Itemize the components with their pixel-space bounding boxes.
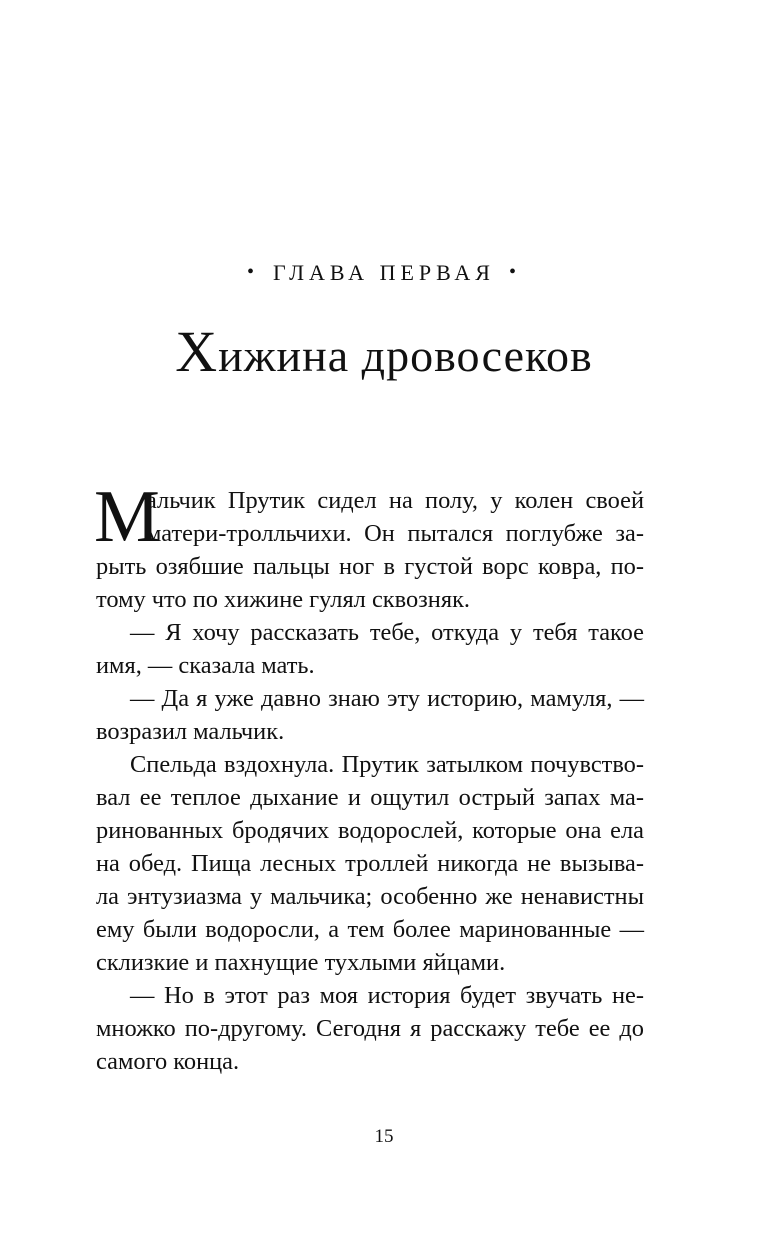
chapter-title-cap: Х (175, 319, 219, 384)
text-line: склизкие и пахнущие тухлыми яйцами. (96, 949, 506, 976)
text-line: Спельда вздохнула. Прутик затылком почувство- (130, 751, 644, 778)
text-line: имя, — сказала мать. (96, 652, 315, 679)
paragraph-4 (96, 748, 644, 979)
text-line: на обед. Пища лесных троллей никогда не вызыва- (96, 850, 644, 877)
text-line: самого конца. (96, 1048, 240, 1075)
chapter-label-text: ГЛАВА ПЕРВАЯ (273, 260, 495, 285)
paragraph-5 (96, 979, 644, 1078)
text-line: множко по-другому. Сегодня я расскажу тебе ее до (96, 1015, 644, 1042)
paragraph-1 (94, 476, 644, 616)
text-line: рыть озябшие пальцы ног в густой ворс ковра, по- (96, 553, 644, 580)
text-line: вал ее теплое дыхание и ощутил острый запах ма- (96, 784, 644, 811)
text-line: альчик Прутик сидел на полу, у колен своей (146, 487, 644, 514)
text-line: ла энтузиазма у мальчика; особенно же ненавистны (96, 883, 644, 910)
text-line: тому что по хижине гулял сквозняк. (96, 586, 471, 613)
drop-cap: М (94, 476, 160, 558)
paragraph-2 (96, 616, 644, 682)
text-line: ринованных бродячих водорослей, которые она ела (96, 817, 644, 844)
chapter-title (0, 318, 768, 385)
text-line: — Я хочу рассказать тебе, откуда у тебя такое (130, 619, 644, 646)
chapter-label (0, 260, 768, 286)
page-number: 15 (374, 1126, 394, 1147)
chapter-title-rest: ижина дровосеков (218, 330, 593, 381)
text-line: матери-тролльчихи. Он пытался поглубже за- (146, 520, 644, 547)
text-line: — Но в этот раз моя история будет звучать не- (130, 982, 644, 1009)
text-line: ему были водоросли, а тем более маринованные — (96, 916, 644, 943)
paragraph-3 (96, 682, 644, 748)
text-line: — Да я уже давно знаю эту историю, мамуля, — (130, 685, 644, 712)
text-line: возразил мальчик. (96, 718, 285, 745)
bullet-left: • (247, 261, 260, 283)
body-text (94, 476, 644, 1078)
bullet-right: • (508, 261, 521, 283)
